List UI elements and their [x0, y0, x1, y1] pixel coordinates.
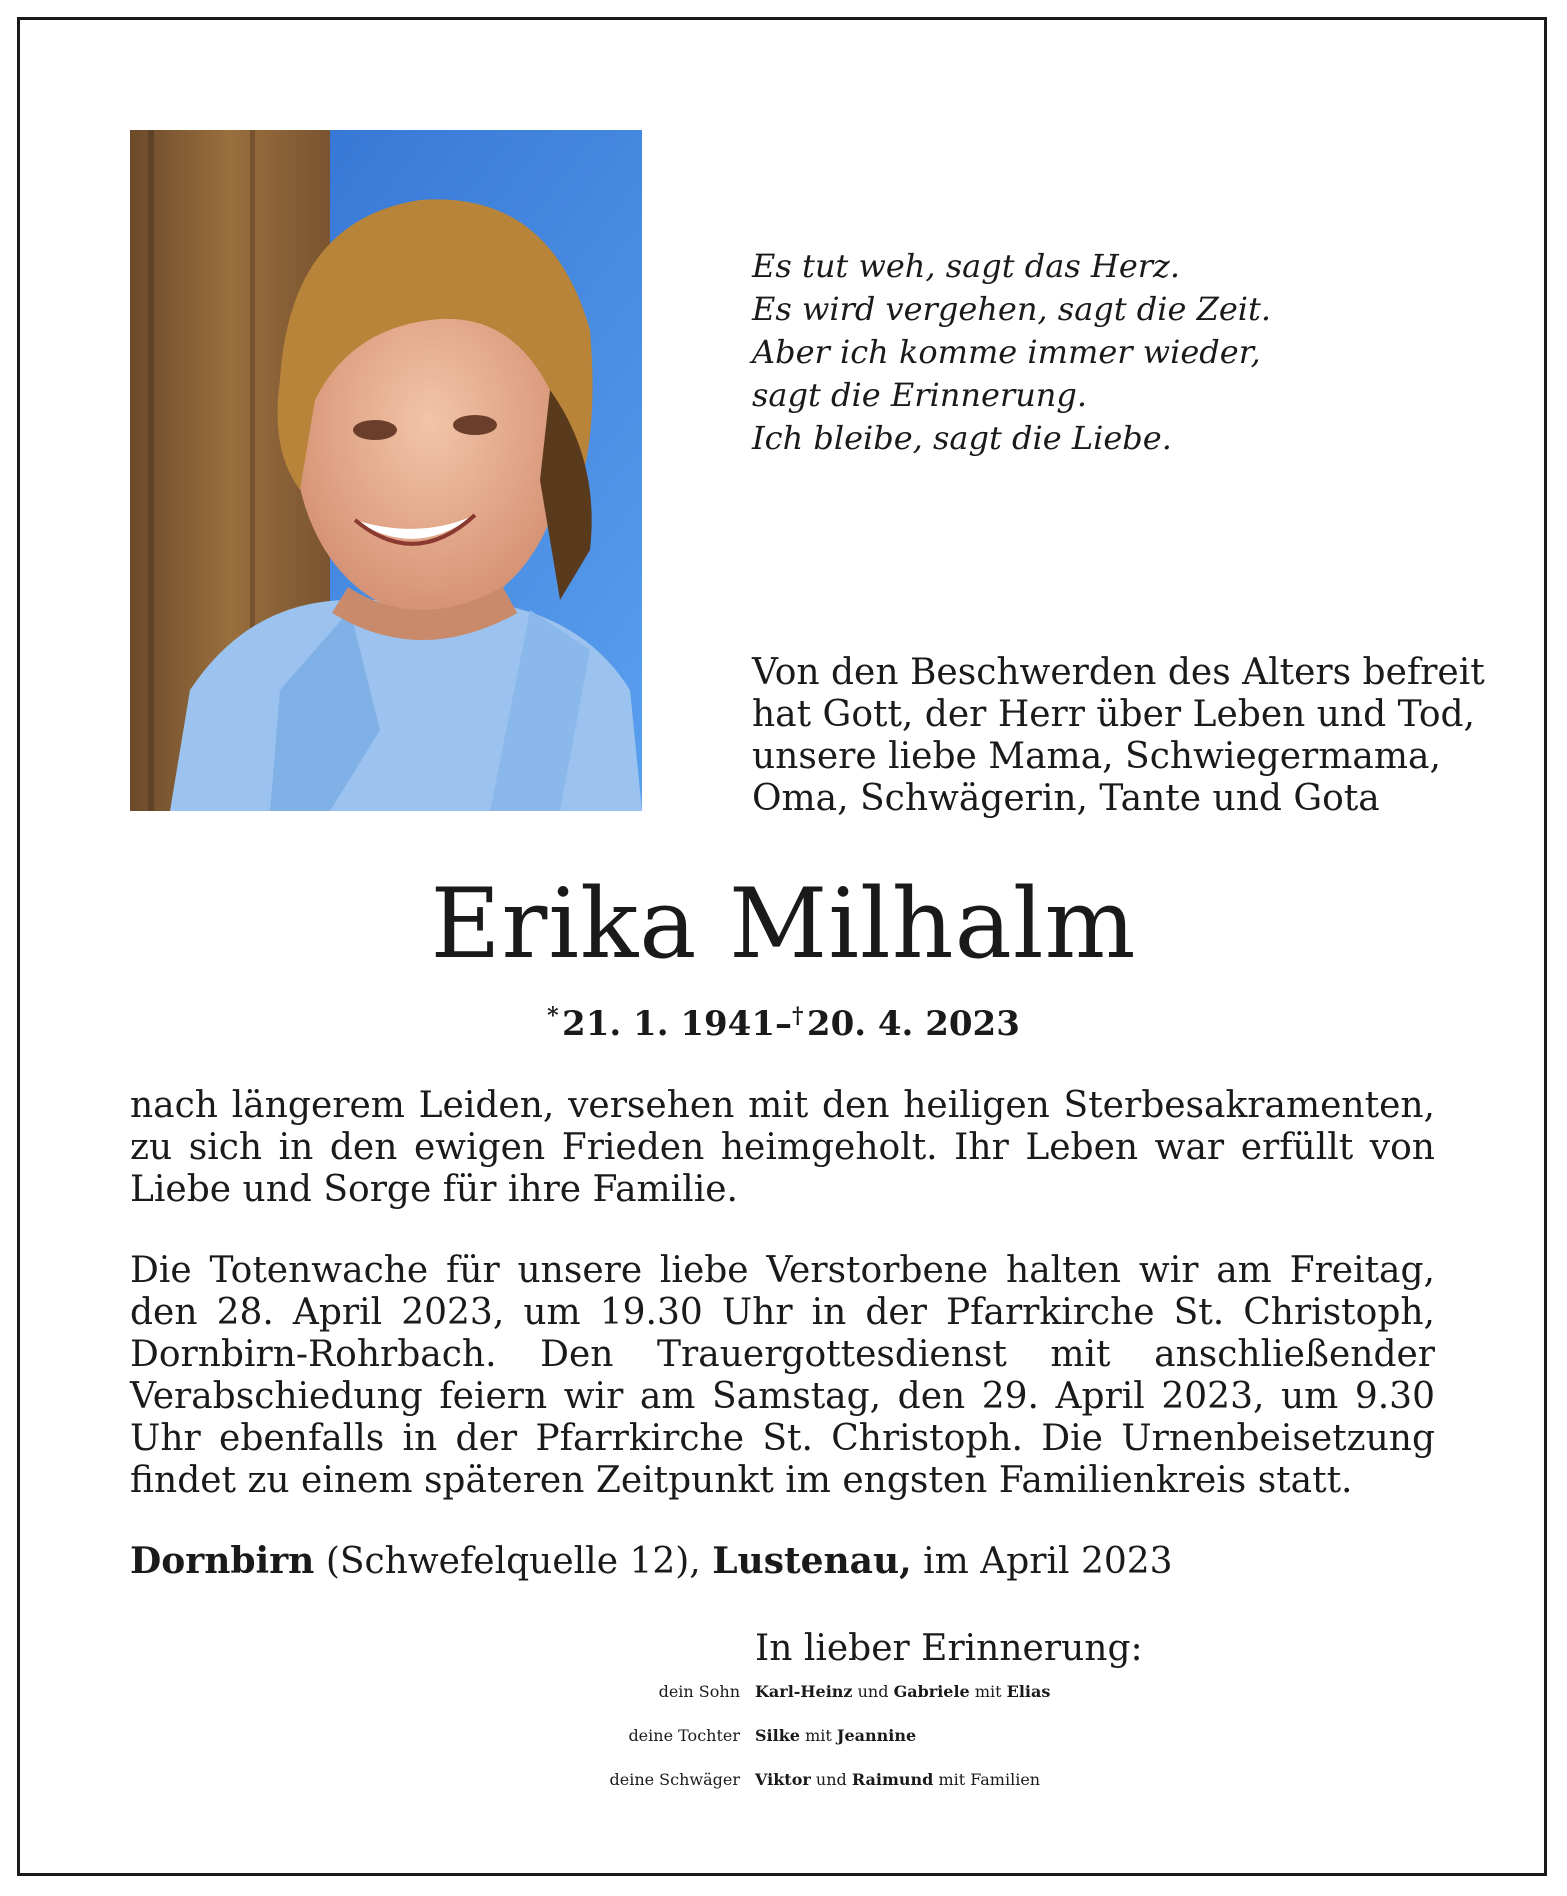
family-names	[755, 1682, 1050, 1701]
poem-line: sagt die Erinnerung.	[752, 376, 1088, 414]
intro-text	[752, 652, 1485, 820]
family-name: Silke	[755, 1726, 800, 1745]
family-name: Viktor	[755, 1770, 811, 1789]
poem-line: Aber ich komme immer wieder,	[752, 333, 1261, 371]
family-join: mit Familien	[938, 1770, 1041, 1789]
family-join: und	[857, 1682, 889, 1701]
family-name: Raimund	[851, 1770, 934, 1789]
poem	[752, 245, 1452, 460]
family-relation: deine Schwäger	[609, 1770, 740, 1789]
intro-line: Oma, Schwägerin, Tante und Gota	[752, 778, 1380, 819]
portrait-photo-image	[130, 130, 642, 811]
family-name: Elias	[1006, 1682, 1051, 1701]
intro-line: unsere liebe Mama, Schwiegermama,	[752, 736, 1441, 777]
family-row	[0, 1726, 1567, 1770]
paragraph-funeral: Die Totenwache für unsere liebe Verstorbene halten wir am Freitag, den 28. April 2023, um 19.30 Uhr in der Pfarrkirche St. Christoph, Dornbirn-Rohrbach. Den Trauergottesdienst mit anschließender Verabschiedung feiern wir am Samstag, den 29. April 2023, um 9.30 Uhr ebenfalls in der Pfarrkirche St. Christoph. Die Urnenbeisetzung findet zu einem späteren Zeitpunkt im engsten Familienkreis statt.	[130, 1250, 1435, 1501]
memory-heading: In lieber Erinnerung:	[755, 1628, 1143, 1669]
place-date-line	[130, 1540, 1173, 1583]
city-dornbirn: Dornbirn	[130, 1540, 315, 1582]
family-names	[755, 1770, 1040, 1789]
poem-line: Es wird vergehen, sagt die Zeit.	[752, 290, 1272, 328]
family-name: Jeannine	[836, 1726, 917, 1745]
family-row	[0, 1682, 1567, 1726]
born-symbol: *	[547, 1003, 559, 1029]
poem-line: Es tut weh, sagt das Herz.	[752, 247, 1181, 285]
death-date: 20. 4. 2023	[806, 1004, 1020, 1044]
address: (Schwefelquelle 12),	[325, 1541, 701, 1582]
family-join: mit	[805, 1726, 832, 1745]
city-lustenau: Lustenau,	[712, 1540, 912, 1582]
birth-date: 21. 1. 1941	[562, 1004, 775, 1044]
portrait-photo	[130, 130, 642, 811]
month-year: im April 2023	[923, 1541, 1173, 1582]
deceased-name: Erika Milhalm	[430, 868, 1137, 980]
family-relation: dein Sohn	[658, 1682, 740, 1701]
family-relation: deine Tochter	[628, 1726, 740, 1745]
family-row	[0, 1770, 1567, 1814]
life-dates	[0, 995, 1567, 1045]
intro-line: Von den Beschwerden des Alters befreit	[752, 652, 1485, 693]
family-name: Gabriele	[893, 1682, 970, 1701]
family-name: Karl-Heinz	[755, 1682, 853, 1701]
family-names	[755, 1726, 916, 1745]
paragraph-life: nach längerem Leiden, versehen mit den heiligen Sterbesakramenten, zu sich in den ewigen Frieden heimgeholt. Ihr Leben war erfüllt von Liebe und Sorge für ihre Familie.	[130, 1085, 1435, 1210]
date-separator: –	[775, 1004, 792, 1044]
family-join: und	[815, 1770, 847, 1789]
poem-line: Ich bleibe, sagt die Liebe.	[752, 419, 1172, 457]
family-join: mit	[974, 1682, 1002, 1701]
intro-line: hat Gott, der Herr über Leben und Tod,	[752, 694, 1475, 735]
died-symbol: †	[792, 1003, 804, 1029]
